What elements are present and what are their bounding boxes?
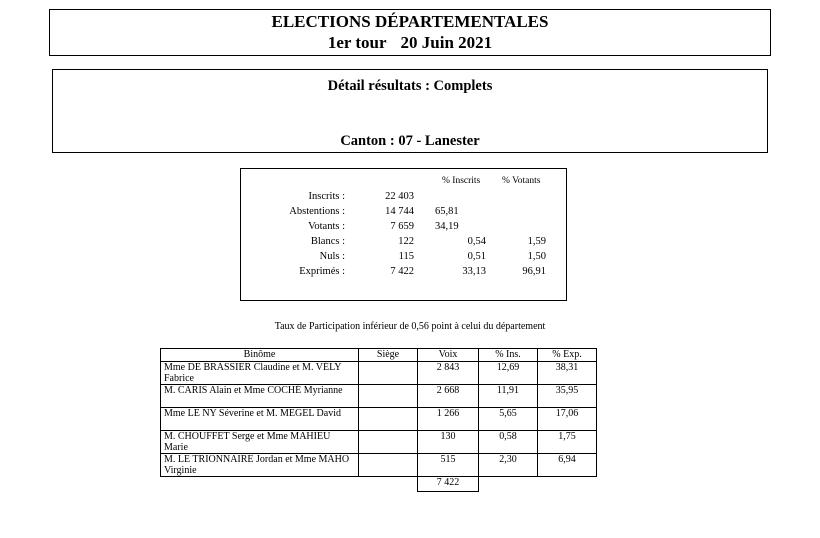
participation-stats-box <box>240 168 567 301</box>
stats-value-inscrits: 22 403 <box>385 191 414 202</box>
voix-cell: 2 843 <box>418 362 479 385</box>
stats-value-nuls: 115 <box>398 251 414 262</box>
table-row <box>161 408 597 431</box>
binome-name: M. CARIS Alain et Mme COCHÉ Myrianne <box>161 385 359 408</box>
header-siege: Siège <box>359 349 418 362</box>
header-pct-ins: % Ins. <box>479 349 538 362</box>
stats-value-blancs: 122 <box>398 236 414 247</box>
siege-cell <box>359 385 418 408</box>
pct-ins-cell: 5,65 <box>479 408 538 431</box>
header-pct-exp: % Exp. <box>538 349 597 362</box>
pct-exp-cell: 35,95 <box>538 385 597 408</box>
detail-title: Détail résultats : Complets <box>327 78 493 94</box>
stats-header-pct-votants: % Votants <box>502 176 541 186</box>
voix-cell: 130 <box>418 431 479 454</box>
results-table <box>160 348 597 492</box>
stats-pct-ins-abstentions: 65,81 <box>435 206 459 217</box>
stats-label-nuls: Nuls : <box>319 251 345 262</box>
pct-exp-cell: 38,31 <box>538 362 597 385</box>
table-row <box>161 362 597 385</box>
stats-value-votants: 7 659 <box>390 221 414 232</box>
stats-pct-vot-nuls: 1,50 <box>527 251 546 262</box>
stats-label-votants: Votants : <box>308 221 345 232</box>
binome-name: Mme DE BRASSIER Claudine et M. VÉLY Fabrice <box>161 362 359 385</box>
stats-pct-ins-nuls: 0,51 <box>467 251 486 262</box>
pct-exp-cell: 17,06 <box>538 408 597 431</box>
binome-name: M. LE TRIONNAIRE Jordan et Mme MAHO Virginie <box>161 454 359 477</box>
pct-ins-cell: 11,91 <box>479 385 538 408</box>
stats-pct-ins-votants: 34,19 <box>435 221 459 232</box>
stats-header-pct-inscrits: % Inscrits <box>442 176 481 186</box>
stats-pct-vot-exprimes: 96,91 <box>522 266 546 277</box>
pct-ins-cell: 12,69 <box>479 362 538 385</box>
total-voix: 7 422 <box>418 477 479 492</box>
participation-note: Taux de Participation inférieur de 0,56 point à celui du département <box>274 321 546 332</box>
header-voix: Voix <box>418 349 479 362</box>
binome-name: Mme LE NY Séverine et M. MEGEL David <box>161 408 359 431</box>
stats-label-exprimes: Exprimés : <box>299 266 345 277</box>
election-subtitle <box>50 32 770 53</box>
voix-cell: 1 266 <box>418 408 479 431</box>
table-row <box>161 385 597 408</box>
stats-label-abstentions: Abstentions : <box>289 206 345 217</box>
header-binome: Binôme <box>161 349 359 362</box>
stats-pct-vot-blancs: 1,59 <box>527 236 546 247</box>
stats-label-inscrits: Inscrits : <box>308 191 345 202</box>
pct-exp-cell: 6,94 <box>538 454 597 477</box>
detail-box <box>52 69 768 153</box>
pct-ins-cell: 0,58 <box>479 431 538 454</box>
pct-ins-cell: 2,30 <box>479 454 538 477</box>
results-header-row <box>161 349 597 362</box>
voix-cell: 2 668 <box>418 385 479 408</box>
stats-value-abstentions: 14 744 <box>385 206 414 217</box>
stats-pct-ins-blancs: 0,54 <box>467 236 486 247</box>
table-row <box>161 454 597 477</box>
election-title-box <box>49 9 771 56</box>
stats-label-blancs: Blancs : <box>310 236 345 247</box>
election-title: ELECTIONS DÉPARTEMENTALES <box>271 12 549 31</box>
canton-label: Canton : 07 - Lanester <box>340 133 480 149</box>
participation-stats <box>241 169 566 300</box>
siege-cell <box>359 454 418 477</box>
siege-cell <box>359 408 418 431</box>
siege-cell <box>359 362 418 385</box>
table-row <box>161 431 597 454</box>
total-row <box>161 477 597 492</box>
voix-cell: 515 <box>418 454 479 477</box>
pct-exp-cell: 1,75 <box>538 431 597 454</box>
stats-pct-ins-exprimes: 33,13 <box>462 266 486 277</box>
stats-value-exprimes: 7 422 <box>390 266 414 277</box>
election-round: 1er tour <box>327 33 387 52</box>
election-date: 20 Juin 2021 <box>400 33 493 52</box>
binome-name: M. CHOUFFET Serge et Mme MAHIEU Marie <box>161 431 359 454</box>
siege-cell <box>359 431 418 454</box>
